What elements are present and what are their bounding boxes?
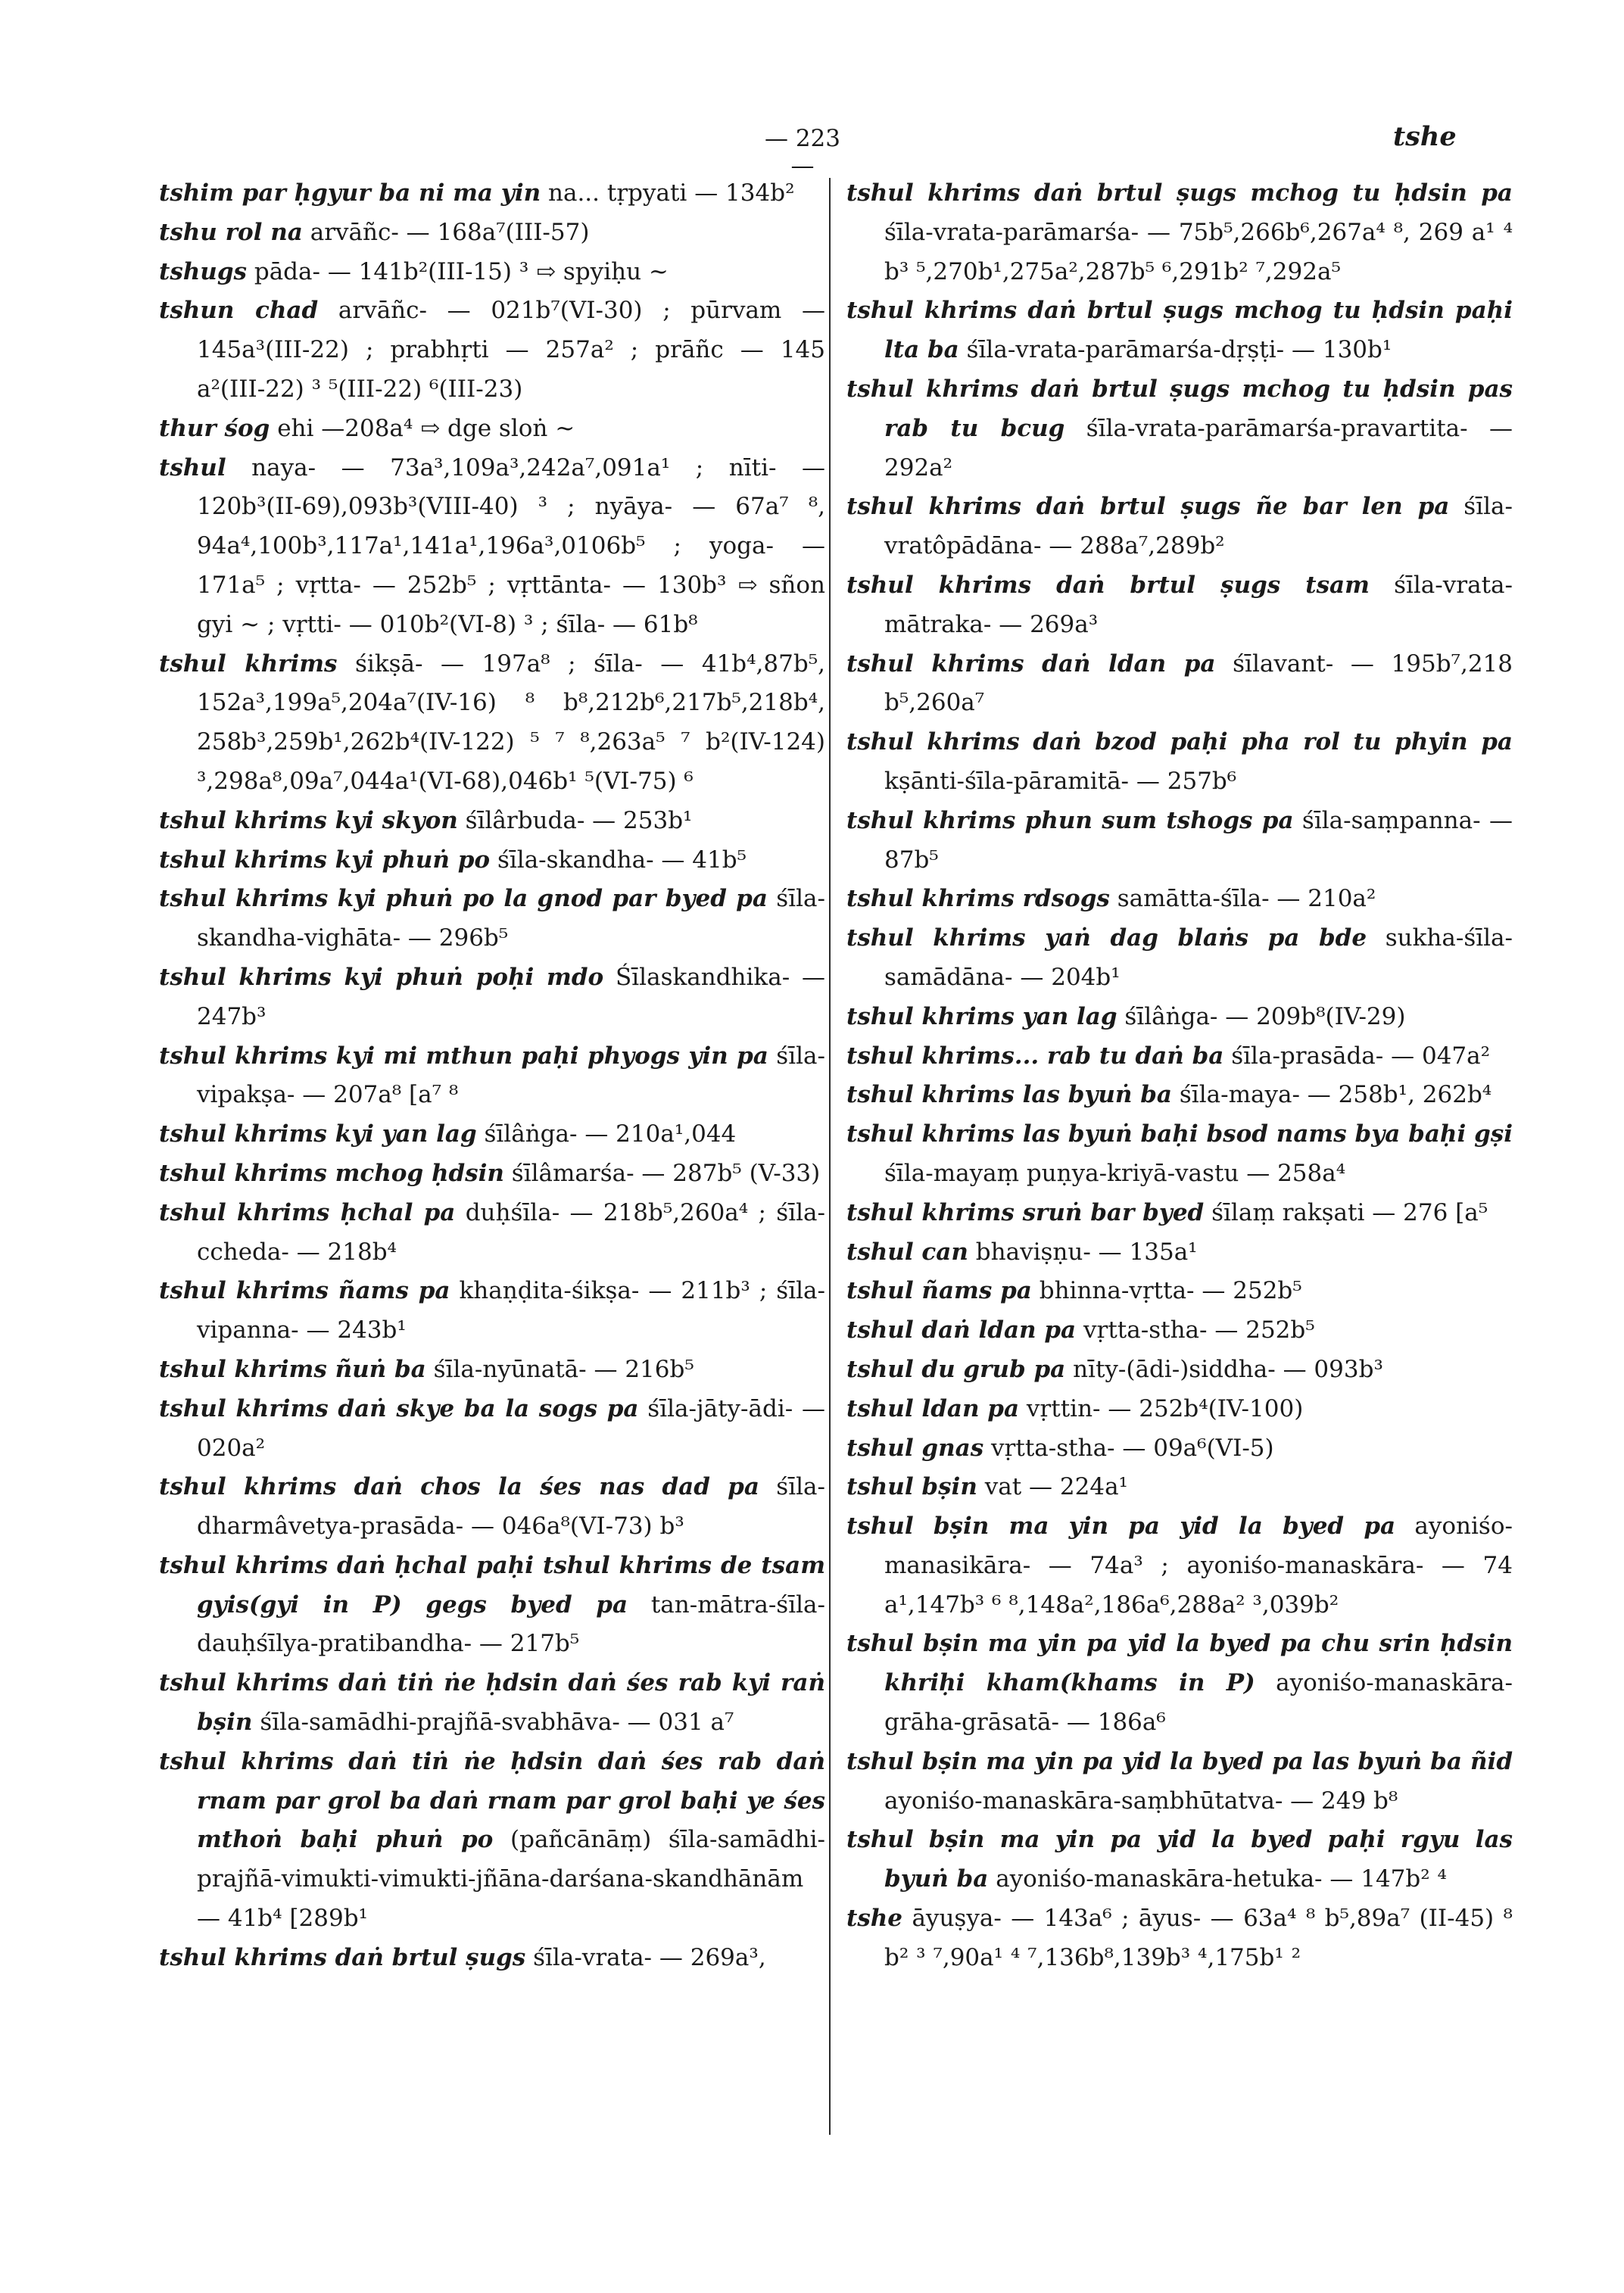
dictionary-entry (846, 1743, 1513, 1821)
dictionary-entry (846, 1821, 1513, 1899)
dictionary-entry (846, 1233, 1513, 1273)
entry-headword: tshul khrims daṅ brtul ṣugs ñe bar len pa (846, 493, 1450, 521)
entry-headword: tshul khrims ñuṅ ba (159, 1355, 426, 1383)
entry-headword: tshul gnas (846, 1434, 984, 1462)
dictionary-entry (846, 1272, 1513, 1311)
entry-definition: śīlâmarśa- — 287b⁵ (V-33) (511, 1159, 821, 1187)
entry-headword: tshul khrims las byuṅ ba (846, 1081, 1173, 1109)
entry-definition: śīla-vipakṣa- — 207a⁸ [a⁷ ⁸ (197, 1042, 825, 1109)
entry-definition: bhaviṣṇu- — 135a¹ (975, 1238, 1198, 1266)
entry-headword: tshul (159, 453, 226, 481)
entry-definition: vṛtta-stha- — 252b⁵ (1083, 1316, 1315, 1344)
dictionary-entry (846, 370, 1513, 488)
entry-definition: samātta-śīla- — 210a² (1117, 885, 1376, 913)
dictionary-entry (846, 1115, 1513, 1194)
dictionary-entry (846, 802, 1513, 880)
entry-headword: tshul khrims las byuṅ baḥi bsod nams bya baḥi gṣi (846, 1120, 1513, 1148)
entry-definition: pāda- — 141b²(III-15) ³ ⇨ spyiḥu ~ (254, 257, 669, 285)
entry-headword: tshul khrims daṅ skye ba la sogs pa (159, 1394, 639, 1422)
entry-headword: tshul bṣin ma yin pa yid la byed pa (846, 1513, 1396, 1541)
dictionary-entry (159, 1154, 825, 1194)
entry-definition: (pañcānāṃ) śīla-samādhi-prajñā-vimukti-vimukti-jñāna-darśana-skandhānām — 41b⁴ [289b¹ (197, 1826, 825, 1933)
entry-headword: tshul khrims mchog ḥdsin (159, 1159, 504, 1187)
entry-headword: tshul khrims rdsogs (846, 885, 1110, 913)
entry-definition: śīlârbuda- — 253b¹ (465, 806, 693, 834)
entry-definition: arvāñc- — 021b⁷(VI-30) ; pūrvam — 145a³(III-22) ; prabhṛti — 257a² ; prāñc — 145 a²(III-22) ³ ⁵(III-22) ⁶(III-23) (197, 297, 826, 403)
column-divider (829, 178, 831, 2135)
dictionary-entry (159, 645, 825, 802)
entry-headword: tshun chad (159, 297, 319, 325)
entry-definition: śīla-skandha- — 41b⁵ (497, 846, 747, 874)
dictionary-entry (159, 1939, 825, 1978)
entry-headword: tshul khrims daṅ brtul ṣugs mchog tu ḥdsin paḥi lta ba (846, 297, 1513, 364)
dictionary-entry (159, 1194, 825, 1273)
entry-headword: tshul daṅ ldan pa (846, 1316, 1077, 1344)
dictionary-entry (846, 1507, 1513, 1625)
dictionary-entry (846, 1037, 1513, 1076)
entry-definition: śīla-skandha-vighāta- — 296b⁵ (197, 885, 825, 952)
entry-definition: sukha-śīla-samādāna- — 204b¹ (884, 924, 1513, 991)
entry-definition: ehi —208a⁴ ⇨ dge sloṅ ~ (277, 414, 575, 442)
dictionary-entry (846, 998, 1513, 1037)
entry-headword: tshul khrims daṅ brtul ṣugs mchog tu ḥdsin pas rab tu bcug (846, 375, 1513, 442)
entry-headword: tshul khrims (159, 650, 338, 678)
entry-definition: śīla-vrata-parāmarśa- — 75b⁵,266b⁶,267a⁴ ⁸, 269 a¹ ⁴ b³ ⁵,270b¹,275a²,287b⁵ ⁶,291b² ⁷,292a⁵ (884, 218, 1513, 285)
entry-definition: āyuṣya- — 143a⁶ ; āyus- — 63a⁴ ⁸ b⁵,89a⁷ (II-45) ⁸ b² ³ ⁷,90a¹ ⁴ ⁷,136b⁸,139b³ ⁴,175b¹ ² (884, 1905, 1513, 1971)
entry-headword: tshul ñams pa (846, 1277, 1032, 1305)
dictionary-entry (846, 645, 1513, 724)
dictionary-entry (846, 1429, 1513, 1469)
dictionary-entry (159, 1547, 825, 1664)
entry-definition: śīlavant- — 195b⁷,218 b⁵,260a⁷ (884, 650, 1513, 717)
entry-headword: tshul ldan pa (846, 1394, 1020, 1422)
entry-definition: vṛttin- — 252b⁴(IV-100) (1026, 1394, 1304, 1422)
entry-definition: ayoniśo-manaskāra-hetuka- — 147b² ⁴ (996, 1865, 1447, 1893)
dictionary-entry (159, 958, 825, 1037)
entry-headword: tshul khrims ḥchal pa (159, 1198, 456, 1226)
entry-definition: Śīlaskandhika- — 247b³ (197, 963, 825, 1030)
entry-definition: vṛtta-stha- — 09a⁶(VI-5) (991, 1434, 1274, 1462)
dictionary-entry (159, 1664, 825, 1743)
entry-definition: śīla-vratôpādāna- — 288a⁷,289b² (884, 493, 1513, 560)
dictionary-entry (846, 1468, 1513, 1507)
dictionary-entry (159, 174, 825, 213)
entry-definition: bhinna-vṛtta- — 252b⁵ (1039, 1277, 1302, 1305)
entry-definition: śīla-mayaṃ puṇya-kriyā-vastu — 258a⁴ (884, 1159, 1346, 1187)
dictionary-entry (846, 723, 1513, 802)
entry-headword: tshul khrims yan lag (846, 1002, 1117, 1030)
entry-definition: śīla-nyūnatā- — 216b⁵ (433, 1355, 694, 1383)
dictionary-entry (846, 291, 1513, 370)
entry-definition: naya- — 73a³,109a³,242a⁷,091a¹ ; nīti- — 120b³(II-69),093b³(VIII-40) ³ ; nyāya- — 67a⁷ ⁸, 94a⁴,100b³,117a¹,141a¹,196a³,0106b⁵ ; yoga- — 171a⁵ ; vṛtta- — 252b⁵ ; vṛttānta- — 130b³ ⇨ sñon gyi ~ ; vṛtti- — 010b²(VI-8) ³ ; śīla- — 61b⁸ (197, 453, 826, 638)
entry-definition: śīla-maya- — 258b¹, 262b⁴ (1179, 1081, 1492, 1109)
entry-headword: tshul khrims daṅ tiṅ ṅe ḥdsin daṅ śes rab daṅ rnam par grol ba daṅ rnam par grol baḥi ye śes mthoṅ baḥi phuṅ po (159, 1747, 825, 1854)
entry-definition: śīla-prasāda- — 047a² (1231, 1042, 1491, 1070)
entry-headword: tshul khrims sruṅ bar byed (846, 1198, 1205, 1226)
dictionary-entry (846, 1311, 1513, 1351)
entry-definition: śīla-saṃpanna- — 87b⁵ (884, 806, 1513, 874)
entry-definition: śīla-vrata- — 269a³, (533, 1943, 766, 1971)
entry-headword: tshul bṣin ma yin pa yid la byed pa chu srin ḥdsin khriḥi kham(khams in P) (846, 1630, 1513, 1697)
entry-headword: tshul khrims daṅ bzod paḥi pha rol tu phyin pa (846, 728, 1513, 756)
entry-headword: tshul khrims kyi skyon (159, 806, 458, 834)
entry-definition: śīlaṃ rakṣati — 276 [a⁵ (1211, 1198, 1488, 1226)
entry-definition: śīla-samādhi-prajñā-svabhāva- — 031 a⁷ (260, 1709, 734, 1737)
entry-headword: tshul khrims daṅ brtul ṣugs tsam (846, 571, 1370, 599)
dictionary-entry (846, 880, 1513, 919)
entry-definition: arvāñc- — 168a⁷(III-57) (310, 218, 590, 246)
entry-headword: tshul khrims daṅ chos la śes nas dad pa (159, 1473, 759, 1501)
entry-headword: tshul khrims phun sum tshogs pa (846, 806, 1294, 834)
right-column (846, 174, 1513, 1978)
dictionary-entry (159, 1351, 825, 1390)
dictionary-entry (159, 1468, 825, 1547)
dictionary-entry (159, 802, 825, 841)
dictionary-entry (846, 174, 1513, 291)
entry-definition: śīla-vrata-mātraka- — 269a³ (884, 571, 1513, 638)
dictionary-entry (159, 1037, 825, 1116)
entry-headword: tshul khrims kyi phuṅ poḥi mdo (159, 963, 604, 991)
entry-definition: ayoniśo-manasikāra- — 74a³ ; ayoniśo-manaskāra- — 74 a¹,147b³ ⁶ ⁸,148a²,186a⁶,288a² ³,039b² (884, 1513, 1513, 1618)
entry-definition: śīla-jāty-ādi- — 020a² (197, 1394, 825, 1462)
entry-headword: tshu rol na (159, 218, 303, 246)
entry-definition: nīty-(ādi-)siddha- — 093b³ (1073, 1355, 1383, 1383)
dictionary-entry (159, 449, 825, 645)
entry-headword: tshul khrims kyi phuṅ po la gnod par byed pa (159, 885, 768, 913)
entry-definition: khaṇḍita-śikṣa- — 211b³ ; śīla-vipanna- — 243b¹ (197, 1277, 825, 1344)
running-head: tshe (1393, 121, 1457, 152)
entry-headword: tshul khrims ñams pa (159, 1277, 450, 1305)
page-number: — 223 — (764, 125, 841, 179)
entry-headword: tshugs (159, 257, 247, 285)
dictionary-entry (159, 1743, 825, 1939)
entry-definition: tan-mātra-śīla-dauḥśīlya-pratibandha- — 217b⁵ (197, 1590, 825, 1658)
entry-headword: thur śog (159, 414, 270, 442)
dictionary-entry (846, 919, 1513, 998)
entry-headword: tshul khrims daṅ brtul ṣugs mchog tu ḥdsin pa (846, 179, 1513, 207)
entry-headword: tshul khrims daṅ ldan pa (846, 650, 1216, 678)
entry-headword: tshul khrims kyi yan lag (159, 1120, 477, 1148)
entry-definition: kṣānti-śīla-pāramitā- — 257b⁶ (884, 767, 1237, 795)
entry-headword: tshul khrims daṅ brtul ṣugs (159, 1943, 526, 1971)
dictionary-entry (159, 410, 825, 449)
entry-headword: tshul bṣin (846, 1473, 977, 1501)
dictionary-entry (846, 1899, 1513, 1978)
entry-headword: tshul khrims kyi mi mthun paḥi phyogs yin pa (159, 1042, 768, 1070)
dictionary-entry (159, 1272, 825, 1351)
entry-definition: śīlâṅga- — 209b⁸(IV-29) (1124, 1002, 1406, 1030)
entry-headword: tshul can (846, 1238, 968, 1266)
dictionary-entry (159, 880, 825, 958)
dictionary-entry (159, 1390, 825, 1469)
dictionary-entry (159, 291, 825, 409)
entry-headword: tshul bṣin ma yin pa yid la byed pa las byuṅ ba ñid (846, 1747, 1513, 1775)
dictionary-entry (846, 1351, 1513, 1390)
entry-definition: śīla-dharmâvetya-prasāda- — 046a⁸(VI-73) b³ (197, 1473, 825, 1541)
entry-headword: tshe (846, 1905, 903, 1933)
entry-headword: tshul khrims daṅ ḥchal paḥi tshul khrims de tsam gyis(gyi in P) gegs byed pa (159, 1551, 825, 1618)
entry-definition: duḥśīla- — 218b⁵,260a⁴ ; śīla-ccheda- — 218b⁴ (197, 1198, 825, 1266)
entry-definition: ayoniśo-manaskāra-saṃbhūtatva- — 249 b⁸ (884, 1787, 1398, 1815)
entry-headword: tshul bṣin ma yin pa yid la byed paḥi rgyu las byuṅ ba (846, 1826, 1513, 1893)
entry-definition: vat — 224a¹ (984, 1473, 1128, 1501)
entry-headword: tshul khrims daṅ tiṅ ṅe ḥdsin daṅ śes rab kyi raṅ bṣin (159, 1669, 825, 1737)
dictionary-entry (846, 1390, 1513, 1429)
entry-definition: na... tṛpyati — 134b² (548, 179, 795, 207)
dictionary-entry (846, 488, 1513, 566)
entry-definition: śīla-vrata-parāmarśa-pravartita- — 292a² (884, 414, 1513, 481)
entry-headword: tshim par ḥgyur ba ni ma yin (159, 179, 541, 207)
entry-definition: śīla-vrata-parāmarśa-dṛṣṭi- — 130b¹ (966, 336, 1392, 364)
dictionary-entry (159, 213, 825, 253)
entry-definition: śikṣā- — 197a⁸ ; śīla- — 41b⁴,87b⁵, 152a³,199a⁵,204a⁷(IV-16) ⁸ b⁸,212b⁶,217b⁵,218b⁴, 258b³,259b¹,262b⁴(IV-122) ⁵ ⁷ ⁸,263a⁵ ⁷ b²(IV-124) ³,298a⁸,09a⁷,044a¹(VI-68),046b¹ ⁵(VI-75) ⁶ (197, 650, 825, 795)
dictionary-entry (159, 253, 825, 292)
entry-headword: tshul du grub pa (846, 1355, 1066, 1383)
dictionary-entry (846, 1194, 1513, 1233)
entry-headword: tshul khrims kyi phuṅ po (159, 846, 491, 874)
entry-headword: tshul khrims yaṅ dag blaṅs pa bde (846, 924, 1367, 952)
dictionary-entry (846, 1625, 1513, 1742)
dictionary-entry (846, 566, 1513, 645)
entry-definition: ayoniśo-manaskāra-grāha-grāsatā- — 186a⁶ (884, 1669, 1513, 1737)
left-column (159, 174, 825, 1978)
dictionary-entry (159, 1115, 825, 1154)
dictionary-entry (846, 1076, 1513, 1115)
entry-headword: tshul khrims... rab tu daṅ ba (846, 1042, 1224, 1070)
entry-definition: śīlâṅga- — 210a¹,044 (484, 1120, 737, 1148)
dictionary-entry (159, 841, 825, 880)
